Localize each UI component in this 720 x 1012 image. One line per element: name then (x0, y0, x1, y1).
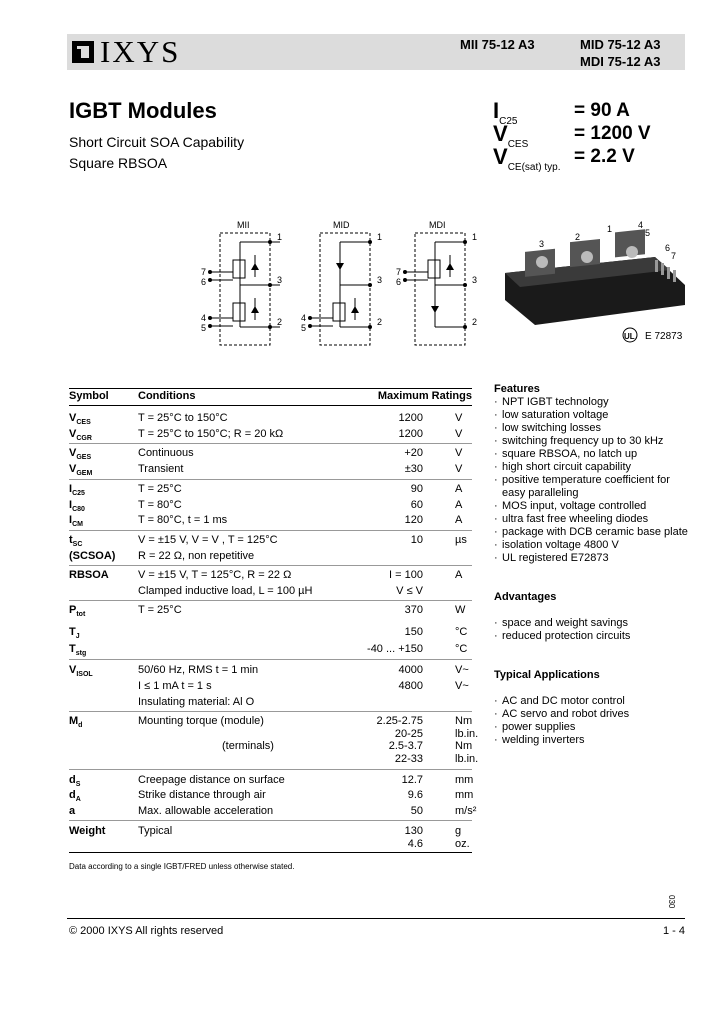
photo-pin-label: 1 (607, 224, 613, 234)
cell-symbol: $V_{CGR}$ (69, 428, 92, 442)
advantages-heading: Advantages (494, 591, 557, 603)
spec-symbol: V (493, 121, 508, 146)
pin-label: 5 (301, 323, 307, 333)
list-item: easy paralleling (502, 487, 579, 499)
circuit-mii (208, 232, 283, 345)
ixys-logo (72, 35, 180, 69)
part-number-mid: MID 75-12 A3 (580, 37, 661, 52)
cell-conditions: T = 25°C (138, 604, 182, 616)
row-separator (69, 530, 472, 531)
cell-unit: V (455, 412, 463, 424)
photo-pin-label: 5 (645, 228, 651, 238)
cell-value: 9.6 (407, 789, 423, 801)
symbol-subscript: ISOL (76, 671, 93, 678)
pin-label: 5 (201, 323, 207, 333)
cell-conditions: (terminals) (222, 740, 274, 752)
cell-conditions: Transient (138, 463, 184, 475)
cell-unit: V~ (455, 664, 469, 676)
ul-registration: E 72873 (645, 331, 683, 342)
cell-value: 22-33 (394, 753, 423, 765)
list-item: · positive temperature coefficient for (494, 474, 694, 487)
pin-label: 3 (277, 275, 283, 285)
cell-unit: m/s² (455, 805, 477, 817)
cell-unit: A (455, 569, 463, 581)
symbol-subscript: A (75, 796, 81, 803)
cell-conditions: V = ±15 V, T = 125°C, R = 22 Ω (138, 569, 292, 581)
cell-value: 90 (410, 483, 423, 495)
cell-symbol: $V_{CES}$ (69, 412, 91, 426)
cell-symbol: (SCSOA) (69, 550, 116, 562)
cell-conditions: T = 25°C to 150°C; R = 20 kΩ (138, 428, 284, 440)
svg-text:UL: UL (624, 332, 635, 341)
circuit-label-mdi: MDI (429, 220, 446, 230)
circuit-label-mid: MID (333, 220, 350, 230)
cell-conditions: T = 80°C (138, 499, 182, 511)
spec-value-ic25: = 90 A (574, 100, 630, 121)
pin-label: 4 (301, 313, 307, 323)
page-title: IGBT Modules (69, 98, 217, 123)
spec-value-vces: = 1200 V (574, 123, 651, 144)
pin-label: 1 (377, 232, 383, 242)
spec-subscript: C25 (499, 116, 518, 127)
cell-value: 20-25 (394, 728, 423, 740)
row-separator (69, 659, 472, 660)
cell-value: +20 (404, 447, 423, 459)
list-item: · AC servo and robot drives (494, 708, 694, 721)
row-separator (69, 600, 472, 601)
list-item: · isolation voltage 4800 V (494, 539, 694, 552)
applications-heading: Typical Applications (494, 669, 600, 681)
list-item: · AC and DC motor control (494, 695, 694, 708)
cell-symbol: $t_{SC}$ (69, 534, 83, 548)
pin-label: 3 (377, 275, 383, 285)
cell-unit: V~ (455, 680, 469, 692)
cell-unit: g (455, 825, 462, 837)
circuit-mid (308, 233, 372, 345)
cell-unit: mm (455, 789, 474, 801)
list-item: · high short circuit capability (494, 461, 694, 474)
list-item: · UL registered E72873 (494, 552, 694, 565)
spec-subscript: CES (507, 139, 529, 150)
cell-conditions: Mounting torque (module) (138, 715, 264, 727)
cell-conditions: Insulating material: Al O (138, 696, 255, 708)
row-separator (69, 820, 472, 821)
spec-symbol: V (493, 144, 508, 169)
list-item: · ultra fast free wheeling diodes (494, 513, 694, 526)
cell-value: 2.25-2.75 (376, 715, 423, 727)
pin-label: 7 (396, 267, 402, 277)
list-item: · reduced protection circuits (494, 630, 694, 643)
list-item: · space and weight savings (494, 617, 694, 630)
list-item: · power supplies (494, 721, 694, 734)
col-header-conditions: Conditions (138, 390, 196, 402)
cell-unit: Nm (455, 740, 473, 752)
symbol-subscript: CES (76, 419, 91, 426)
symbol-subscript: stg (75, 650, 87, 657)
doc-code: 030 (667, 895, 676, 909)
ul-logo-icon (623, 328, 637, 342)
cell-value: 150 (404, 626, 423, 638)
symbol-subscript: C80 (72, 506, 85, 513)
cell-value: 4800 (398, 680, 423, 692)
symbol-subscript: CM (72, 521, 83, 528)
cell-value: -40 ... +150 (367, 643, 423, 655)
symbol-subscript: GEM (76, 470, 93, 477)
cell-value: 4000 (398, 664, 423, 676)
row-separator (69, 479, 472, 480)
list-item: · low saturation voltage (494, 409, 694, 422)
part-number-mdi: MDI 75-12 A3 (580, 54, 661, 69)
cell-value: V ≤ V (396, 585, 423, 597)
cell-symbol: $d_A$ (69, 789, 81, 803)
cell-unit: V (455, 428, 463, 440)
cell-unit: mm (455, 774, 474, 786)
cell-unit: A (455, 514, 463, 526)
cell-conditions: T = 25°C to 150°C (138, 412, 228, 424)
pin-label: 1 (277, 232, 283, 242)
circuit-mdi (403, 233, 467, 345)
cell-conditions: Creepage distance on surface (138, 774, 285, 786)
cell-symbol: Weight (69, 825, 106, 837)
symbol-subscript: GES (76, 454, 92, 461)
cell-unit: °C (455, 643, 468, 655)
cell-symbol: RBSOA (69, 569, 109, 581)
pin-label: 7 (201, 267, 207, 277)
cell-unit: µs (455, 534, 467, 546)
cell-conditions: R = 22 Ω, non repetitive (138, 550, 255, 562)
pin-label: 6 (201, 277, 207, 287)
row-separator (69, 769, 472, 770)
cell-symbol: $V_{GES}$ (69, 447, 92, 461)
list-item: · MOS input, voltage controlled (494, 500, 694, 513)
circuit-diagrams (195, 215, 495, 355)
key-spec-vcesat (493, 144, 561, 173)
cell-symbol: $P_{tot}$ (69, 604, 86, 618)
cell-symbol: $V_{ISOL}$ (69, 664, 93, 678)
table-bottom-rule (69, 852, 472, 853)
cell-value: 4.6 (407, 838, 423, 850)
cell-unit: A (455, 483, 463, 495)
spec-symbol: I (493, 98, 500, 123)
table-footnote: Data according to a single IGBT/FRED unless otherwise stated. (69, 862, 295, 871)
cell-value: I = 100 (389, 569, 423, 581)
cell-conditions: T = 25°C (138, 483, 182, 495)
cell-symbol: $d_S$ (69, 774, 81, 788)
circuit-label-mii: MII (237, 220, 250, 230)
applications-list (494, 695, 694, 747)
table-top-rule (69, 388, 472, 389)
copyright: © 2000 IXYS All rights reserved (69, 925, 224, 937)
cell-symbol: $T_J$ (69, 626, 80, 640)
symbol-subscript: d (78, 722, 83, 729)
cell-conditions: T = 80°C, t = 1 ms (138, 514, 228, 526)
row-separator (69, 443, 472, 444)
symbol-subscript: J (75, 633, 80, 640)
photo-pin-label: 3 (539, 239, 545, 249)
cell-unit: oz. (455, 838, 470, 850)
cell-symbol: $T_{stg}$ (69, 643, 87, 657)
cell-symbol: $M_d$ (69, 715, 83, 729)
spec-subscript: CE(sat) typ. (507, 162, 561, 173)
pin-label: 4 (201, 313, 207, 323)
pin-label: 2 (472, 317, 478, 327)
cell-value: 130 (404, 825, 423, 837)
symbol-subscript: SC (72, 541, 83, 548)
list-item: · low switching losses (494, 422, 694, 435)
cell-symbol: $I_{C25}$ (69, 483, 85, 497)
photo-pin-label: 4 (638, 220, 644, 230)
cell-value: 370 (404, 604, 423, 616)
features-list (494, 396, 694, 565)
cell-unit: °C (455, 626, 468, 638)
module-photo (495, 215, 695, 350)
subtitle-2: Square RBSOA (69, 155, 168, 171)
row-separator (69, 565, 472, 566)
list-item: · switching frequency up to 30 kHz (494, 435, 694, 448)
features-heading: Features (494, 383, 540, 395)
advantages-list (494, 617, 694, 643)
cell-symbol: $I_{CM}$ (69, 514, 83, 528)
cell-conditions: Max. allowable acceleration (138, 805, 274, 817)
symbol-subscript: C25 (72, 490, 85, 497)
cell-value: 50 (410, 805, 423, 817)
cell-conditions: V = ±15 V, V = V , T = 125°C (138, 534, 278, 546)
pin-label: 3 (472, 275, 478, 285)
list-item: · welding inverters (494, 734, 694, 747)
cell-unit: W (455, 604, 466, 616)
page-number: 1 - 4 (662, 925, 685, 937)
cell-conditions: Typical (138, 825, 173, 837)
cell-value: 1200 (398, 428, 423, 440)
spec-value-vcesat: = 2.2 V (574, 146, 635, 167)
cell-conditions: Clamped inductive load, L = 100 µH (138, 585, 313, 597)
cell-value: 120 (404, 514, 423, 526)
cell-symbol: $I_{C80}$ (69, 499, 85, 513)
photo-pin-label: 6 (665, 243, 671, 253)
cell-conditions: Strike distance through air (138, 789, 266, 801)
cell-value: 12.7 (401, 774, 423, 786)
pin-label: 2 (277, 317, 283, 327)
cell-symbol: a (69, 805, 76, 817)
cell-symbol: $V_{GEM}$ (69, 463, 93, 477)
cell-unit: Nm (455, 715, 473, 727)
cell-conditions: Continuous (138, 447, 194, 459)
symbol-subscript: S (75, 781, 81, 788)
ixys-logo-icon (72, 41, 94, 63)
cell-value: 2.5-3.7 (388, 740, 423, 752)
part-number-mii: MII 75-12 A3 (460, 37, 535, 52)
footer-rule (67, 918, 685, 919)
cell-unit: V (455, 463, 463, 475)
cell-value: ±30 (404, 463, 423, 475)
cell-unit: lb.in. (455, 753, 479, 765)
symbol-subscript: tot (76, 611, 86, 618)
cell-unit: lb.in. (455, 728, 479, 740)
cell-conditions: 50/60 Hz, RMS t = 1 min (138, 664, 259, 676)
subtitle-1: Short Circuit SOA Capability (69, 134, 245, 150)
list-item: · square RBSOA, no latch up (494, 448, 694, 461)
symbol-subscript: CGR (76, 435, 92, 442)
cell-unit: V (455, 447, 463, 459)
cell-value: 1200 (398, 412, 423, 424)
photo-pin-label: 7 (671, 251, 677, 261)
pin-label: 2 (377, 317, 383, 327)
pin-label: 1 (472, 232, 478, 242)
photo-pin-label: 2 (575, 232, 581, 242)
cell-conditions: I ≤ 1 mA t = 1 s (138, 680, 212, 692)
cell-value: 60 (410, 499, 423, 511)
list-item: · package with DCB ceramic base plate (494, 526, 694, 539)
cell-value: 10 (410, 534, 423, 546)
pin-label: 6 (396, 277, 402, 287)
row-separator (69, 711, 472, 712)
cell-unit: A (455, 499, 463, 511)
logo-text: IXYS (100, 34, 181, 69)
col-header-symbol: Symbol (69, 390, 109, 402)
list-item: · NPT IGBT technology (494, 396, 694, 409)
col-header-max-ratings: Maximum Ratings (377, 390, 472, 402)
table-header-rule (69, 405, 472, 406)
